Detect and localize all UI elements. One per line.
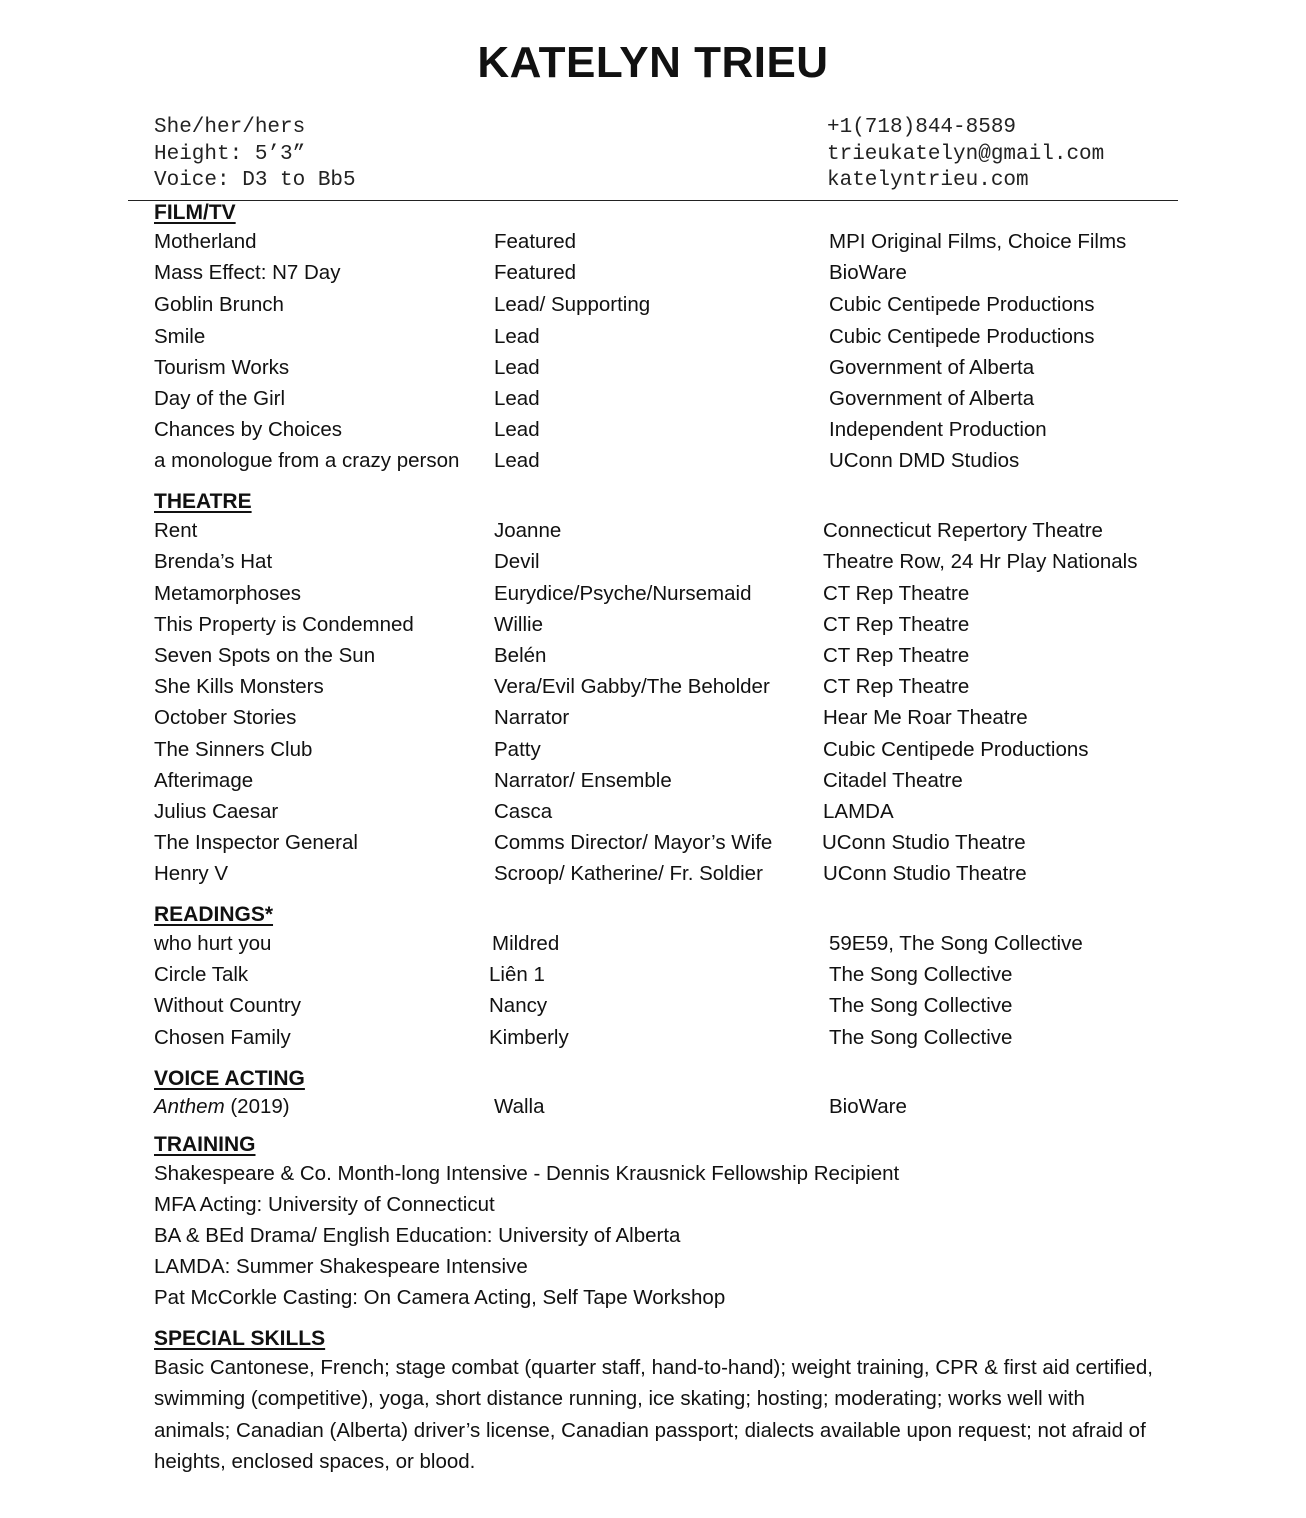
film-title: Goblin Brunch — [154, 293, 284, 316]
reading-row — [0, 990, 1306, 1021]
reading-company: The Song Collective — [829, 963, 1013, 986]
theatre-company: Connecticut Repertory Theatre — [823, 519, 1103, 542]
reading-company: The Song Collective — [829, 994, 1013, 1017]
film-company: UConn DMD Studios — [829, 449, 1020, 472]
voice-acting-year: (2019) — [224, 1095, 290, 1118]
film-title: Tourism Works — [154, 356, 290, 379]
theatre-title: October Stories — [154, 706, 297, 729]
film-role: Lead/ Supporting — [494, 293, 651, 316]
film-role: Lead — [494, 449, 540, 472]
theatre-row — [0, 734, 1306, 765]
theatre-role: Vera/Evil Gabby/The Beholder — [494, 675, 770, 698]
theatre-role: Narrator/ Ensemble — [494, 769, 672, 792]
film-tv-heading: FILM/TV — [154, 201, 236, 224]
theatre-row — [0, 578, 1306, 609]
theatre-row — [0, 702, 1306, 733]
film-title: a monologue from a crazy person — [154, 449, 460, 472]
reading-company: 59E59, The Song Collective — [829, 932, 1083, 955]
reading-title: who hurt you — [154, 932, 272, 955]
theatre-row — [0, 609, 1306, 640]
theatre-role: Scroop/ Katherine/ Fr. Soldier — [494, 862, 763, 885]
theatre-role: Belén — [494, 644, 547, 667]
theatre-company: CT Rep Theatre — [823, 582, 970, 605]
theatre-title: Brenda’s Hat — [154, 550, 273, 573]
theatre-company: CT Rep Theatre — [823, 613, 970, 636]
film-title: Day of the Girl — [154, 387, 286, 410]
film-row — [0, 352, 1306, 383]
film-row — [0, 383, 1306, 414]
film-role: Featured — [494, 261, 577, 284]
film-row — [0, 445, 1306, 476]
film-company: Cubic Centipede Productions — [829, 325, 1095, 348]
personal-info — [154, 115, 356, 195]
film-company: MPI Original Films, Choice Films — [829, 230, 1127, 253]
email: trieukatelyn@gmail.com — [827, 142, 1105, 166]
theatre-role: Narrator — [494, 706, 570, 729]
theatre-row — [0, 827, 1306, 858]
film-company: Independent Production — [829, 418, 1047, 441]
contact-info — [827, 115, 1104, 195]
theatre-role: Comms Director/ Mayor’s Wife — [494, 831, 773, 854]
theatre-company: CT Rep Theatre — [823, 675, 970, 698]
training-item: Shakespeare & Co. Month-long Intensive - Dennis Krausnick Fellowship Recipient — [154, 1162, 900, 1185]
film-role: Lead — [494, 356, 540, 379]
training-item: Pat McCorkle Casting: On Camera Acting, Self Tape Workshop — [154, 1286, 726, 1309]
film-company: Government of Alberta — [829, 356, 1035, 379]
film-role: Lead — [494, 325, 540, 348]
voice-acting-title: Anthem — [154, 1095, 225, 1118]
film-title: Mass Effect: N7 Day — [154, 261, 341, 284]
film-title: Motherland — [154, 230, 257, 253]
voice-acting-heading: VOICE ACTING — [154, 1067, 305, 1090]
film-row — [0, 226, 1306, 257]
reading-company: The Song Collective — [829, 1026, 1013, 1049]
special-skills-text: Basic Cantonese, French; stage combat (quarter staff, hand-to-hand); weight training, CPR & first aid certified, swimming (competitive), yoga, short distance running, ice skating; hosting; moderating; works well with animals; Canadian (Alberta) driver’s license, Canadian passport; dialects available upon request; not afraid of heights, enclosed spaces, or blood. — [154, 1356, 1153, 1473]
training-item: BA & BEd Drama/ English Education: University of Alberta — [154, 1224, 681, 1247]
special-skills-heading: SPECIAL SKILLS — [154, 1327, 326, 1350]
theatre-title: Julius Caesar — [154, 800, 279, 823]
theatre-role: Devil — [494, 550, 540, 573]
film-row — [0, 257, 1306, 288]
voice-acting-title-cell — [154, 1091, 290, 1122]
website: katelyntrieu.com — [827, 169, 1029, 192]
training-item: MFA Acting: University of Connecticut — [154, 1193, 495, 1216]
film-role: Featured — [494, 230, 577, 253]
film-role: Lead — [494, 418, 540, 441]
theatre-role: Casca — [494, 800, 553, 823]
theatre-title: Afterimage — [154, 769, 254, 792]
theatre-company: UConn Studio Theatre — [822, 831, 1026, 854]
theatre-role: Joanne — [494, 519, 562, 542]
voice-range: Voice: D3 to Bb5 — [154, 169, 356, 192]
reading-row — [0, 1022, 1306, 1053]
film-role: Lead — [494, 387, 540, 410]
theatre-row — [0, 765, 1306, 796]
reading-title: Chosen Family — [154, 1026, 291, 1049]
reading-role: Liên 1 — [489, 963, 545, 986]
reading-row — [0, 928, 1306, 959]
reading-role: Kimberly — [489, 1026, 569, 1049]
film-company: BioWare — [829, 261, 907, 284]
phone: +1(718)844-8589 — [827, 116, 1017, 139]
voice-acting-company: BioWare — [829, 1095, 907, 1118]
theatre-title: Seven Spots on the Sun — [154, 644, 376, 667]
theatre-row — [0, 546, 1306, 577]
theatre-title: She Kills Monsters — [154, 675, 324, 698]
film-row — [0, 321, 1306, 352]
theatre-row — [0, 515, 1306, 546]
pronouns: She/her/hers — [154, 116, 306, 139]
theatre-title: Henry V — [154, 862, 229, 885]
theatre-row — [0, 671, 1306, 702]
reading-title: Circle Talk — [154, 963, 249, 986]
theatre-company: Cubic Centipede Productions — [823, 738, 1089, 761]
theatre-title: The Sinners Club — [154, 738, 313, 761]
film-title: Chances by Choices — [154, 418, 343, 441]
theatre-row — [0, 640, 1306, 671]
film-company: Government of Alberta — [829, 387, 1035, 410]
reading-title: Without Country — [154, 994, 301, 1017]
training-item: LAMDA: Summer Shakespeare Intensive — [154, 1255, 528, 1278]
theatre-row — [0, 858, 1306, 889]
film-company: Cubic Centipede Productions — [829, 293, 1095, 316]
theatre-company: Hear Me Roar Theatre — [823, 706, 1028, 729]
theatre-role: Patty — [494, 738, 541, 761]
theatre-company: Theatre Row, 24 Hr Play Nationals — [823, 550, 1138, 573]
header-divider — [128, 200, 1178, 201]
theatre-role: Eurydice/Psyche/Nursemaid — [494, 582, 752, 605]
theatre-title: The Inspector General — [154, 831, 358, 854]
voice-acting-row — [0, 1091, 1306, 1122]
reading-role: Mildred — [492, 932, 560, 955]
film-row — [0, 289, 1306, 320]
training-heading: TRAINING — [154, 1133, 256, 1156]
resume-name: KATELYN TRIEU — [477, 38, 829, 87]
theatre-company: UConn Studio Theatre — [823, 862, 1027, 885]
theatre-title: This Property is Condemned — [154, 613, 414, 636]
theatre-company: LAMDA — [823, 800, 894, 823]
theatre-title: Rent — [154, 519, 198, 542]
reading-role: Nancy — [489, 994, 548, 1017]
reading-row — [0, 959, 1306, 990]
height: Height: 5’3” — [154, 142, 306, 166]
theatre-company: CT Rep Theatre — [823, 644, 970, 667]
theatre-row — [0, 796, 1306, 827]
theatre-heading: THEATRE — [154, 490, 252, 513]
film-row — [0, 414, 1306, 445]
theatre-role: Willie — [494, 613, 543, 636]
theatre-company: Citadel Theatre — [823, 769, 963, 792]
voice-acting-role: Walla — [494, 1095, 545, 1118]
readings-heading: READINGS* — [154, 903, 274, 926]
theatre-title: Metamorphoses — [154, 582, 301, 605]
film-title: Smile — [154, 325, 206, 348]
